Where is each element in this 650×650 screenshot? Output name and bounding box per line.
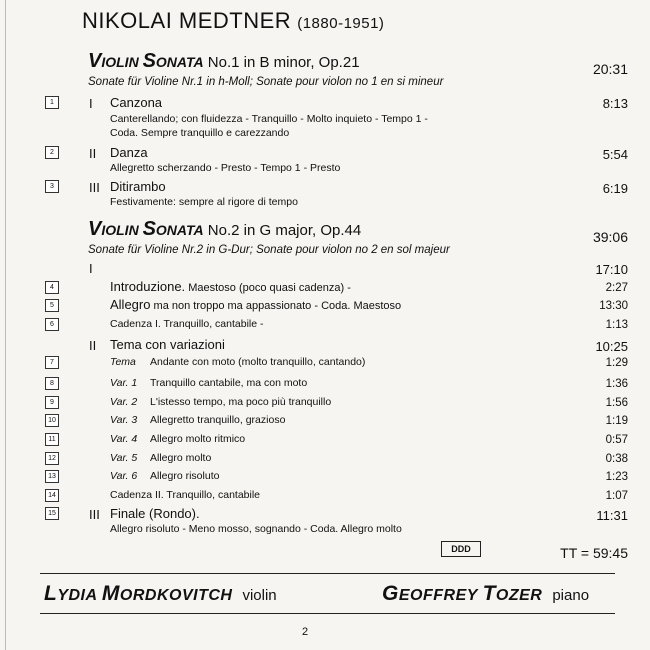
section-time: 13:30 bbox=[599, 300, 628, 312]
movement-description: Coda. Sempre tranquillo e carezzando bbox=[110, 127, 290, 139]
track-number-box: 12 bbox=[45, 452, 59, 465]
variation-time: 1:23 bbox=[605, 471, 628, 483]
sonata2-subtitle: Sonate für Violine Nr.2 in G-Dur; Sonate pour violon no 2 en sol majeur bbox=[88, 244, 450, 256]
movement-description: Allegro risoluto - Meno mosso, sognando - Coda. Allegro molto bbox=[110, 523, 402, 535]
section-time: 1:13 bbox=[605, 319, 628, 331]
divider-top bbox=[40, 573, 615, 574]
variation-row: Var. 2 L'istesso tempo, ma poco più tranquillo bbox=[110, 396, 332, 408]
section-time: 2:27 bbox=[605, 282, 628, 294]
track-number-box: 7 bbox=[45, 356, 59, 369]
page-number: 2 bbox=[302, 626, 309, 638]
variation-time: 1:07 bbox=[605, 490, 628, 502]
track-number-box: 9 bbox=[45, 396, 59, 409]
movement-time: 11:31 bbox=[596, 508, 628, 523]
sonata1-title: VIOLIN SONATA No.1 in B minor, Op.21 bbox=[88, 50, 360, 72]
performer-violin: LYDIA MORDKOVITCH violin bbox=[44, 582, 277, 605]
track-number-box: 11 bbox=[45, 433, 59, 446]
movement-title: Tema con variazioni bbox=[110, 337, 225, 352]
variation-row: Var. 1 Tranquillo cantabile, ma con moto bbox=[110, 377, 308, 389]
movement-numeral: I bbox=[89, 261, 93, 276]
composer-heading bbox=[82, 8, 384, 34]
variation-time: 0:57 bbox=[605, 434, 628, 446]
variation-time: 1:36 bbox=[605, 378, 628, 390]
movement-numeral: II bbox=[89, 146, 97, 161]
movement-description: Allegretto scherzando - Presto - Tempo 1 - Presto bbox=[110, 162, 341, 174]
variation-row: Var. 5 Allegro molto bbox=[110, 452, 212, 464]
track-number-box: 13 bbox=[45, 470, 59, 483]
movement-time: 5:54 bbox=[602, 147, 628, 162]
section-title: Cadenza I. Tranquillo, cantabile - bbox=[110, 318, 264, 330]
variation-time: 1:19 bbox=[605, 415, 628, 427]
track-number-box: 5 bbox=[45, 299, 59, 312]
movement-title: Canzona bbox=[110, 95, 163, 110]
movement-title: Finale (Rondo). bbox=[110, 506, 200, 521]
sonata1-subtitle: Sonate für Violine Nr.1 in h-Moll; Sonate pour violon no 1 en si mineur bbox=[88, 76, 444, 88]
variation-row: Cadenza II. Tranquillo, cantabile bbox=[110, 489, 261, 501]
movement-time: 8:13 bbox=[602, 96, 628, 111]
variation-row: Var. 6 Allegro risoluto bbox=[110, 470, 220, 482]
track-number-box: 2 bbox=[45, 146, 59, 159]
sonata2-title: VIOLIN SONATA No.2 in G major, Op.44 bbox=[88, 218, 362, 240]
page-edge-line bbox=[5, 0, 6, 650]
variation-time: 1:56 bbox=[605, 397, 628, 409]
section-title: Introduzione. Maestoso (poco quasi cadenza) - bbox=[110, 279, 351, 294]
sonata2-total-time: 39:06 bbox=[592, 229, 628, 245]
movement-description: Canterellando; con fluidezza - Tranquillo - Molto inquieto - Tempo 1 - bbox=[110, 113, 428, 125]
track-number-box: 8 bbox=[45, 377, 59, 390]
movement-numeral: III bbox=[89, 507, 100, 522]
variation-row: Var. 4 Allegro molto ritmico bbox=[110, 433, 246, 445]
movement-time: 17:10 bbox=[595, 262, 628, 277]
track-number-box: 15 bbox=[45, 507, 59, 520]
track-number-box: 3 bbox=[45, 180, 59, 193]
performer-piano: GEOFFREY TOZER piano bbox=[382, 582, 590, 605]
ddd-badge: DDD bbox=[441, 541, 481, 557]
section-title: Allegro ma non troppo ma appassionato - Coda. Maestoso bbox=[110, 297, 402, 312]
track-number-box: 4 bbox=[45, 281, 59, 294]
movement-numeral: I bbox=[89, 96, 93, 111]
movement-time: 6:19 bbox=[602, 181, 628, 196]
movement-numeral: III bbox=[89, 180, 100, 195]
movement-description: Festivamente: sempre al rigore di tempo bbox=[110, 196, 298, 208]
composer-name: NIKOLAI MEDTNER bbox=[82, 8, 292, 33]
total-time: TT = 59:45 bbox=[560, 545, 628, 561]
track-number-box: 14 bbox=[45, 489, 59, 502]
track-number-box: 1 bbox=[45, 96, 59, 109]
track-number-box: 10 bbox=[45, 414, 59, 427]
movement-title: Ditirambo bbox=[110, 179, 166, 194]
movement-numeral: II bbox=[89, 338, 97, 353]
variation-time: 1:29 bbox=[605, 357, 628, 369]
movement-time: 10:25 bbox=[595, 339, 628, 354]
movement-title: Danza bbox=[110, 145, 148, 160]
variation-time: 0:38 bbox=[605, 453, 628, 465]
variation-row: Tema Andante con moto (molto tranquillo, cantando) bbox=[110, 356, 366, 368]
variation-row: Var. 3 Allegretto tranquillo, grazioso bbox=[110, 414, 286, 426]
divider-bottom bbox=[40, 613, 615, 614]
track-number-box: 6 bbox=[45, 318, 59, 331]
sonata1-total-time: 20:31 bbox=[592, 61, 628, 77]
composer-dates: (1880-1951) bbox=[297, 15, 385, 32]
